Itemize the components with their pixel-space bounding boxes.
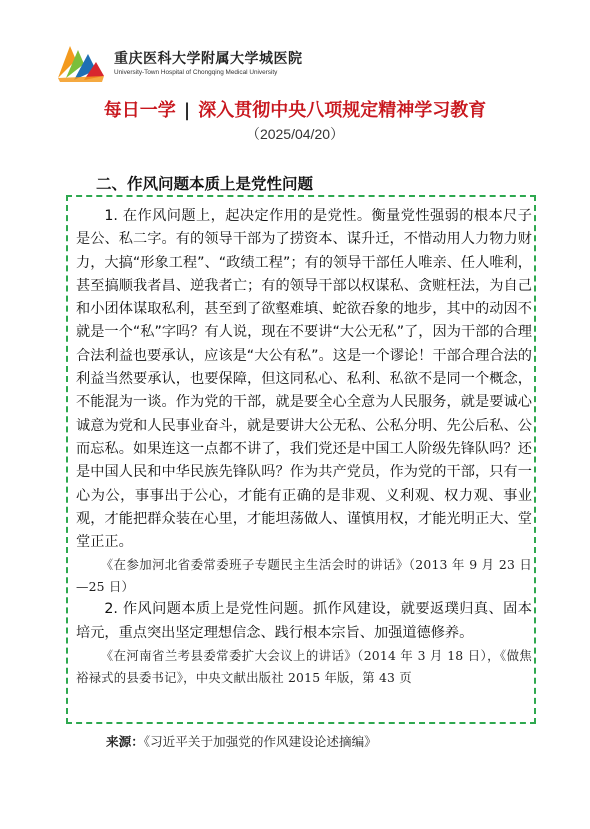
hospital-header	[56, 40, 356, 84]
page-date: （2025/04/20）	[245, 126, 345, 142]
source-label: 来源：	[106, 734, 144, 749]
title-main: 深入贯彻中央八项规定精神学习教育	[198, 100, 487, 121]
source-citation-2: 《在河南省兰考县委常委扩大会议上的讲话》（2014 年 3 月 18 日），《做焦裕禄式的县委书记》，中央文献出版社 2015 年版，第 43 页	[76, 648, 532, 686]
footer-source	[106, 731, 377, 750]
hospital-logo-icon	[56, 40, 106, 84]
paragraph-1: 1. 在作风问题上，起决定作用的是党性。衡量党性强弱的根本尺子是公、私二字。有的领导干部为了捞资本、谋升迁，不惜动用人力物力财力，大搞“形象工程”、“政绩工程”；有的领导干部任人唯亲、任人唯利，甚至搞顺我者昌、逆我者亡；有的领导干部以权谋私、贪赃枉法，为自己和小团体谋取私利，甚至到了欲壑难填、蛇欲吞象的地步，其中的动因不就是一个“私”字吗？有人说，现在不要讲“大公无私”了，因为干部的合理合法利益也要承认，应该是“大公有私”。这是一个谬论！干部合理合法的利益当然要承认，也要保障，但这同私心、私利、私欲不是同一个概念，不能混为一谈。作为党的干部，就是要全心全意为人民服务，就是要诚心诚意为党和人民事业奋斗，就是要讲大公无私、公私分明、先公后私、公而忘私。如果连这一点都不讲了，我们党还是中国工人阶级先锋队吗？还是中国人民和中华民族先锋队吗？作为共产党员，作为党的干部，只有一心为公，事事出于公心，才能有正确的是非观、义利观、权力观、事业观，才能把群众装在心里，才能坦荡做人、谨慎用权，才能光明正大、堂堂正正。	[76, 208, 532, 551]
page-title	[0, 96, 590, 122]
content-body	[76, 205, 532, 689]
source-citation-1: 《在参加河北省委常委班子专题民主生活会时的讲话》（2013 年 9 月 23 日—25 日）	[76, 557, 532, 595]
source-text: 《习近平关于加强党的作风建设论述摘编》	[143, 734, 377, 749]
hospital-name-en: University-Town Hospital of Chongqing Medical University	[114, 69, 278, 76]
hospital-name-cn: 重庆医科大学附属大学城医院	[114, 51, 303, 67]
title-separator: |	[183, 100, 191, 121]
paragraph-2: 2. 作风问题本质上是党性问题。抓作风建设，就要返璞归真、固本培元，重点突出坚定理想信念、践行根本宗旨、加强道德修养。	[76, 601, 532, 641]
section-title: 二、作风问题本质上是党性问题	[96, 175, 314, 193]
title-prefix: 每日一学	[103, 100, 176, 121]
